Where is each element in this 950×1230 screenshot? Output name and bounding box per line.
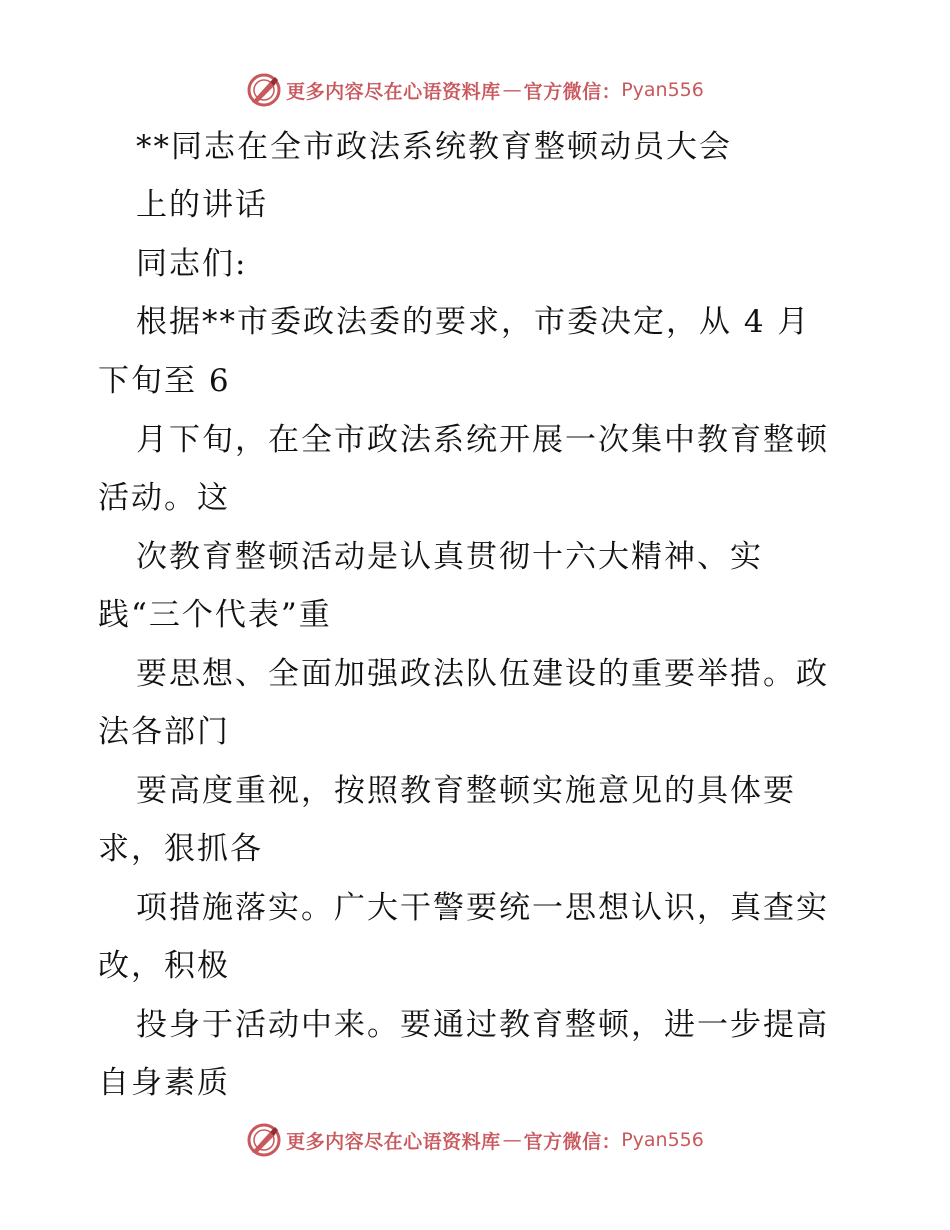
- watermark-site-text: 更多内容尽在心语资料库: [286, 1130, 501, 1153]
- body-line: 项措施落实。广大干警要统一思想认识，真查实: [136, 890, 829, 926]
- body-line: 践“三个代表”重: [98, 597, 332, 633]
- body-line: 投身于活动中来。要通过教育整顿，进一步提高: [136, 1007, 829, 1043]
- body-line: 下旬至 6: [98, 363, 231, 399]
- body-line: 要思想、全面加强政法队伍建设的重要举措。政: [136, 656, 829, 692]
- watermark-separator: —: [502, 79, 522, 101]
- body-line: 活动。这: [98, 480, 230, 516]
- body-line: 月下旬，在全市政法系统开展一次集中教育整顿: [136, 422, 829, 458]
- watermark-site-text: 更多内容尽在心语资料库: [286, 80, 501, 103]
- body-line: 法各部门: [98, 714, 230, 750]
- pen-logo-icon: [246, 72, 282, 108]
- header-watermark: [0, 70, 950, 110]
- watermark-wechat-id: Pyan556: [621, 1129, 704, 1151]
- body-line: 自身素质: [98, 1065, 230, 1101]
- body-line: 次教育整顿活动是认真贯彻十六大精神、实: [136, 539, 763, 575]
- document-title-line-2: 上的讲话: [136, 187, 268, 223]
- watermark-wechat-label: 官方微信：: [523, 1130, 622, 1153]
- body-line: 根据**市委政法委的要求，市委决定，从 4 月: [136, 304, 811, 340]
- pen-logo-icon: [246, 1122, 282, 1158]
- watermark-separator: —: [502, 1129, 522, 1151]
- watermark-wechat-id: Pyan556: [621, 79, 704, 101]
- salutation: 同志们:: [136, 246, 248, 282]
- document-title-line-1: **同志在全市政法系统教育整顿动员大会: [136, 129, 732, 165]
- body-line: 改，积极: [98, 948, 230, 984]
- footer-watermark: [0, 1120, 950, 1160]
- watermark-wechat-label: 官方微信：: [523, 80, 622, 103]
- body-line: 要高度重视，按照教育整顿实施意见的具体要: [136, 773, 796, 809]
- body-line: 求，狠抓各: [98, 831, 263, 867]
